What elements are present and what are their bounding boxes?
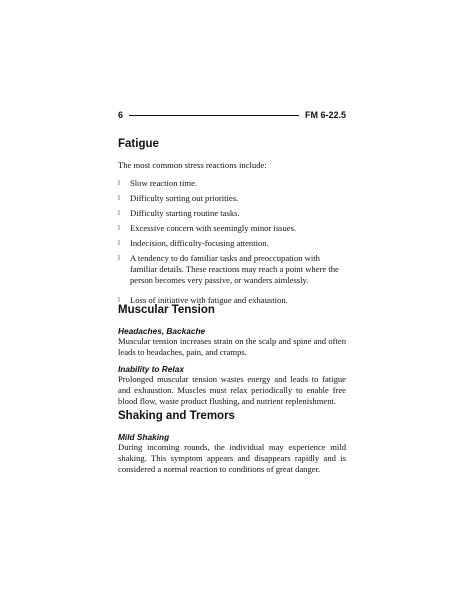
fatigue-intro: The most common stress reactions include: xyxy=(118,160,267,170)
header-rule xyxy=(129,115,299,116)
list-item: l Difficulty starting routine tasks. xyxy=(118,208,240,218)
list-item: l Difficulty sorting out priorities. xyxy=(118,193,239,203)
list-item: l A tendency to do familiar tasks and preoccupation with familiar details. These reactions may reach a point where the person becomes very passive, or wanders aimlessly. xyxy=(118,253,339,285)
bullet-icon: l xyxy=(118,179,120,187)
mild-shaking-subheading: Mild Shaking xyxy=(118,432,170,442)
headaches-subheading: Headaches, Backache xyxy=(118,326,206,336)
document-id: FM 6-22.5 xyxy=(304,110,346,120)
fatigue-reaction-list xyxy=(118,178,346,310)
headaches-paragraph: Muscular tension increases strain on the scalp and spine and often leads to headaches, pain, and cramps. xyxy=(118,336,346,357)
fatigue-heading: Fatigue xyxy=(118,138,159,150)
bullet-icon: l xyxy=(118,254,120,262)
bullet-icon: l xyxy=(118,209,120,217)
shaking-heading: Shaking and Tremors xyxy=(118,410,235,422)
inability-paragraph: Prolonged muscular tension wastes energy and leads to fatigue and exhaustion. Muscles must relax periodically to enable free blood flow, waste product flushing, and nutrient replenishment. xyxy=(118,374,346,406)
bullet-icon: l xyxy=(118,224,120,232)
bullet-icon: l xyxy=(118,296,120,304)
page-header xyxy=(118,108,346,122)
bullet-icon: l xyxy=(118,239,120,247)
page-number: 6 xyxy=(118,110,124,120)
inability-subheading: Inability to Relax xyxy=(118,364,184,374)
list-item: l Excessive concern with seemingly minor issues. xyxy=(118,223,297,233)
muscular-tension-heading: Muscular Tension xyxy=(118,304,215,316)
mild-shaking-paragraph: During incoming rounds, the individual may experience mild shaking. This symptom appears and disappears rapidly and is considered a normal reaction to conditions of great danger. xyxy=(118,442,346,474)
list-item: l Slow reaction time. xyxy=(118,178,198,188)
bullet-icon: l xyxy=(118,194,120,202)
list-item: l Indecision, difficulty-focusing attention. xyxy=(118,238,269,248)
list-item: l Loss of initiative with fatigue and exhaustion. xyxy=(118,295,288,305)
